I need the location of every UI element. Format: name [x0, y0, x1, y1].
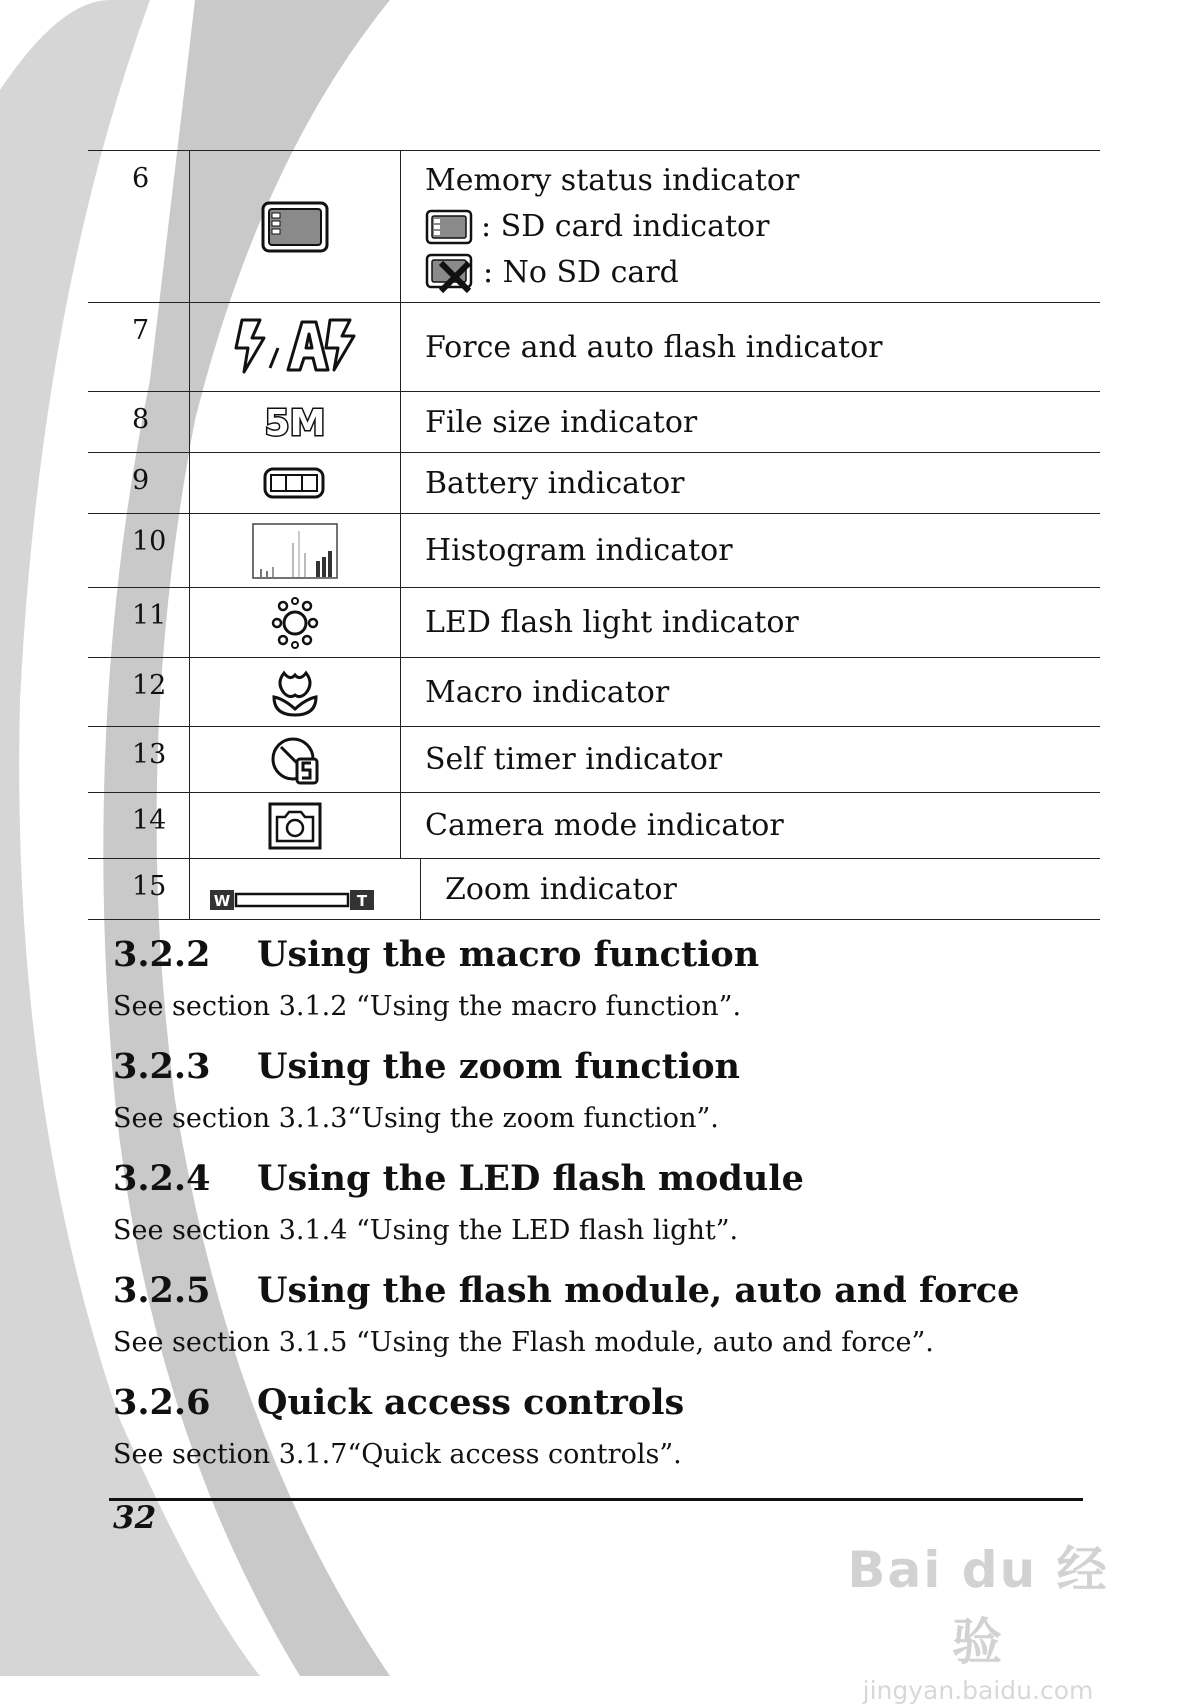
watermark-url: jingyan.baidu.com	[862, 1676, 1094, 1705]
table-row	[88, 151, 1100, 303]
description: Histogram indicator	[425, 533, 733, 568]
indicator-table	[88, 150, 1100, 920]
file-size-5m-icon	[260, 402, 330, 442]
table-row	[88, 514, 1100, 588]
row-number: 10	[88, 514, 190, 587]
section-heading	[113, 926, 1093, 982]
description: Zoom indicator	[445, 871, 677, 907]
no-sd-card-icon	[425, 253, 475, 293]
flash-force-auto-icon	[230, 314, 360, 380]
baidu-watermark	[838, 1530, 1118, 1705]
watermark-logo: Bai du 经验	[847, 1541, 1109, 1671]
row-number: 8	[88, 392, 190, 452]
sd-card-icon	[260, 200, 330, 254]
no-sd-card-label: : No SD card	[483, 254, 679, 290]
row-number: 6	[88, 151, 190, 302]
camera-mode-icon	[267, 801, 323, 851]
svg-text:5M: 5M	[264, 403, 326, 442]
sections	[113, 926, 1093, 1486]
section-title: Using the zoom function	[257, 1045, 740, 1087]
section-number: 3.2.3	[113, 1045, 211, 1087]
row-number: 14	[88, 793, 190, 858]
svg-text:T: T	[356, 892, 368, 910]
section-body: See section 3.1.3“Using the zoom function”.	[113, 1103, 719, 1134]
description: Camera mode indicator	[425, 808, 784, 843]
row-number: 7	[88, 303, 190, 391]
description: File size indicator	[425, 404, 698, 440]
table-row	[88, 392, 1100, 453]
table-row	[88, 859, 1100, 920]
section-number: 3.2.6	[113, 1381, 211, 1423]
page-number: 32	[113, 1500, 157, 1536]
description: Memory status indicator	[425, 162, 800, 198]
row-number: 9	[88, 453, 190, 513]
section-title: Using the macro function	[257, 933, 760, 975]
section-body: See section 3.1.7“Quick access controls”.	[113, 1439, 682, 1470]
section-body: See section 3.1.4 “Using the LED flash light”.	[113, 1215, 739, 1246]
description: LED flash light indicator	[425, 605, 799, 640]
battery-icon	[262, 465, 328, 501]
sd-card-small-icon	[425, 209, 473, 245]
row-number: 15	[88, 859, 190, 919]
table-row	[88, 303, 1100, 392]
sd-card-indicator-label: : SD card indicator	[481, 208, 770, 244]
macro-flower-icon	[268, 665, 322, 719]
section-title: Using the LED flash module	[257, 1157, 804, 1199]
table-row	[88, 793, 1100, 859]
description: Force and auto flash indicator	[425, 329, 883, 365]
table-row	[88, 588, 1100, 658]
led-flash-icon	[263, 596, 327, 650]
svg-text:W: W	[213, 892, 231, 910]
section-number: 3.2.2	[113, 933, 211, 975]
section-number: 3.2.5	[113, 1269, 211, 1311]
section-title: Using the flash module, auto and force	[257, 1269, 1020, 1311]
section-body: See section 3.1.5 “Using the Flash module, auto and force”.	[113, 1327, 934, 1358]
description: Self timer indicator	[425, 742, 723, 777]
section-heading	[113, 1374, 1093, 1430]
histogram-icon	[252, 523, 338, 579]
row-number: 13	[88, 727, 190, 792]
footer-divider	[109, 1498, 1083, 1501]
section-number: 3.2.4	[113, 1157, 211, 1199]
row-number: 11	[88, 588, 190, 657]
zoom-bar-icon	[210, 889, 374, 911]
row-number: 12	[88, 658, 190, 726]
section-heading	[113, 1262, 1093, 1318]
section-heading	[113, 1038, 1093, 1094]
table-row	[88, 658, 1100, 727]
table-row	[88, 727, 1100, 793]
section-heading	[113, 1150, 1093, 1206]
description: Macro indicator	[425, 674, 670, 710]
section-body: See section 3.1.2 “Using the macro function”.	[113, 991, 742, 1022]
table-row	[88, 453, 1100, 514]
self-timer-icon	[267, 733, 323, 787]
description: Battery indicator	[425, 465, 685, 501]
section-title: Quick access controls	[257, 1381, 685, 1423]
